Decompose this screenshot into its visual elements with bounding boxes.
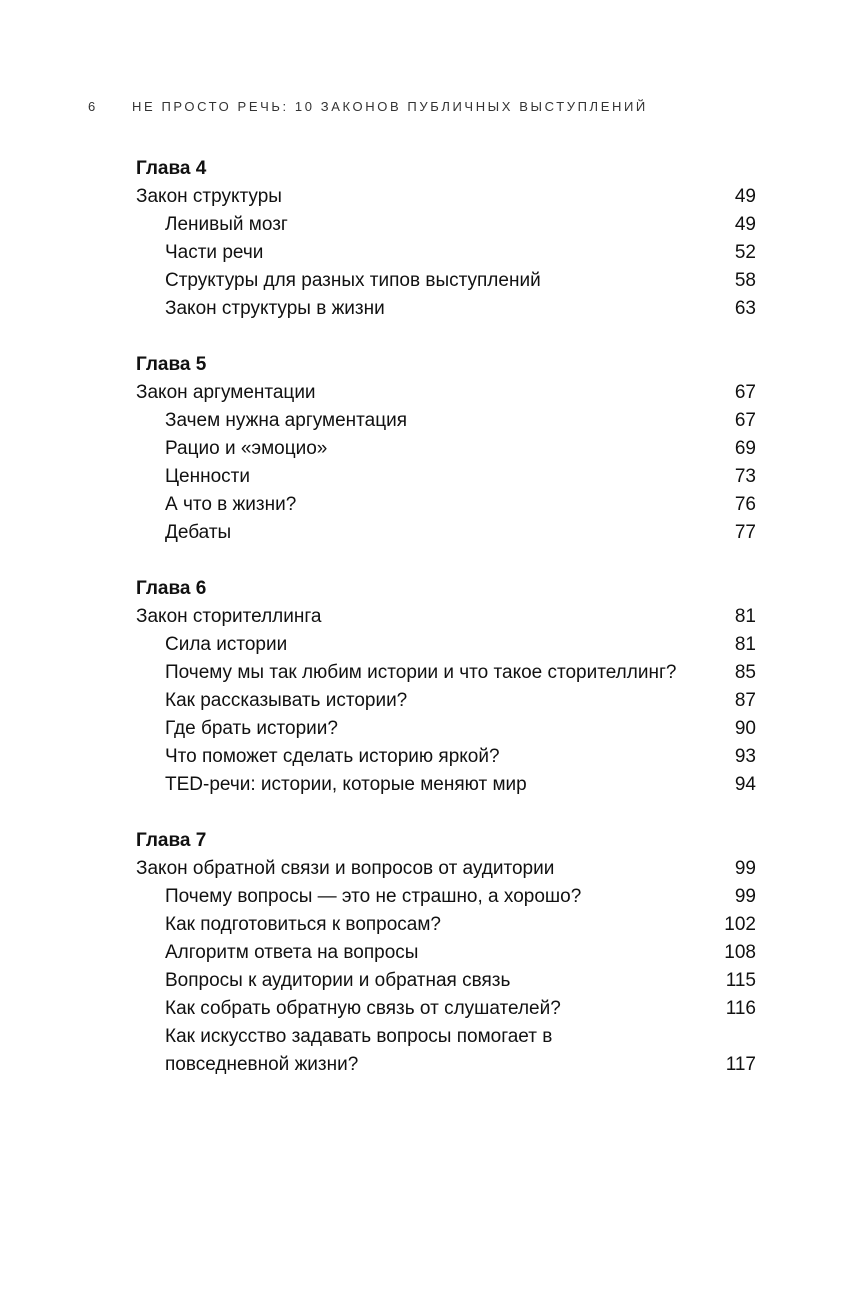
toc-entry-page: 90 xyxy=(734,718,756,739)
toc-law-entry[interactable] xyxy=(136,183,756,211)
toc-section-entry[interactable] xyxy=(136,407,756,435)
chapter-5 xyxy=(136,351,756,547)
toc-entry-page: 102 xyxy=(724,914,756,935)
toc-section-entry[interactable] xyxy=(136,715,756,743)
chapter-4 xyxy=(136,155,756,323)
toc-section-entry[interactable] xyxy=(136,239,756,267)
toc-entry-title: Почему мы так любим истории и что такое сторителлинг? xyxy=(165,662,677,683)
toc-entry-page: 63 xyxy=(734,298,756,319)
toc-section-entry[interactable] xyxy=(136,771,756,799)
chapter-heading: Глава 6 xyxy=(136,578,207,599)
toc-entry-page: 108 xyxy=(724,942,756,963)
toc-entry-page: 67 xyxy=(734,382,756,403)
toc-section-entry[interactable] xyxy=(136,435,756,463)
toc-section-entry[interactable] xyxy=(136,463,756,491)
toc-entry-page: 73 xyxy=(734,466,756,487)
toc-entry-title: Закон обратной связи и вопросов от аудитории xyxy=(136,858,555,879)
toc-section-entry[interactable] xyxy=(136,659,756,687)
toc-entry-page: 81 xyxy=(734,634,756,655)
page-number: 6 xyxy=(88,98,96,114)
toc-entry-page: 93 xyxy=(734,746,756,767)
toc-entry-page: 117 xyxy=(725,1054,756,1075)
toc-entry-title: Закон структуры в жизни xyxy=(165,298,385,319)
toc-section-entry[interactable] xyxy=(136,883,756,911)
toc-entry-page: 67 xyxy=(734,410,756,431)
toc-entry-page: 52 xyxy=(734,242,756,263)
toc-section-entry[interactable] xyxy=(136,911,756,939)
toc-entry-page: 94 xyxy=(734,774,756,795)
chapter-heading: Глава 5 xyxy=(136,354,207,375)
toc-entry-page: 85 xyxy=(734,662,756,683)
toc-entry-page: 99 xyxy=(734,858,756,879)
toc-section-entry[interactable] xyxy=(136,967,756,995)
toc-entry-title: Как рассказывать истории? xyxy=(165,690,408,711)
running-head xyxy=(88,96,648,116)
toc-entry-page: 69 xyxy=(734,438,756,459)
toc-entry-title: Алгоритм ответа на вопросы xyxy=(165,942,419,963)
toc-entry-title: Структуры для разных типов выступлений xyxy=(165,270,541,291)
toc-law-entry[interactable] xyxy=(136,379,756,407)
toc-entry-title: Как подготовиться к вопросам? xyxy=(165,914,442,935)
toc-entry-title: Как собрать обратную связь от слушателей? xyxy=(165,998,561,1019)
toc-section-entry[interactable] xyxy=(136,995,756,1023)
toc-entry-title: А что в жизни? xyxy=(165,494,297,515)
toc-entry-page: 58 xyxy=(734,270,756,291)
chapter-heading: Глава 7 xyxy=(136,830,207,851)
toc-section-entry[interactable] xyxy=(136,267,756,295)
toc-section-entry[interactable] xyxy=(136,491,756,519)
toc-entry-page: 49 xyxy=(734,214,756,235)
toc-entry-title: TED-речи: истории, которые меняют мир xyxy=(165,774,527,795)
toc-section-entry[interactable] xyxy=(136,519,756,547)
toc-section-entry[interactable] xyxy=(136,211,756,239)
toc-entry-page: 81 xyxy=(734,606,756,627)
toc-entry-page: 87 xyxy=(734,690,756,711)
toc-entry-page: 115 xyxy=(725,970,756,991)
toc-section-entry[interactable] xyxy=(136,1023,756,1079)
toc-entry-title: Почему вопросы — это не страшно, а хорошо? xyxy=(165,886,582,907)
toc-entry-page: 99 xyxy=(734,886,756,907)
toc-entry-title: Ленивый мозг xyxy=(165,214,288,235)
toc-law-entry[interactable] xyxy=(136,855,756,883)
book-title: НЕ ПРОСТО РЕЧЬ: 10 ЗАКОНОВ ПУБЛИЧНЫХ ВЫСТУПЛЕНИЙ xyxy=(132,98,648,114)
chapter-heading: Глава 4 xyxy=(136,158,207,179)
toc-section-entry[interactable] xyxy=(136,939,756,967)
toc-entry-title: Как искусство задавать вопросы помогает в повседневной жизни? xyxy=(165,1026,553,1075)
toc-entry-page: 116 xyxy=(725,998,756,1019)
table-of-contents xyxy=(136,155,756,1107)
toc-entry-title: Рацио и «эмоцио» xyxy=(165,438,328,459)
toc-entry-title: Зачем нужна аргументация xyxy=(165,410,407,431)
toc-entry-page: 49 xyxy=(734,186,756,207)
toc-entry-title: Где брать истории? xyxy=(165,718,338,739)
toc-entry-page: 77 xyxy=(734,522,756,543)
toc-entry-title: Дебаты xyxy=(165,522,232,543)
chapter-6 xyxy=(136,575,756,799)
toc-entry-title: Закон аргументации xyxy=(136,382,316,403)
toc-section-entry[interactable] xyxy=(136,631,756,659)
chapter-7 xyxy=(136,827,756,1079)
toc-entry-title: Закон сторителлинга xyxy=(136,606,322,627)
toc-entry-title: Сила истории xyxy=(165,634,288,655)
toc-law-entry[interactable] xyxy=(136,603,756,631)
toc-entry-title: Что поможет сделать историю яркой? xyxy=(165,746,500,767)
toc-entry-title: Части речи xyxy=(165,242,264,263)
toc-section-entry[interactable] xyxy=(136,743,756,771)
toc-entry-page: 76 xyxy=(734,494,756,515)
toc-entry-title: Ценности xyxy=(165,466,250,487)
toc-section-entry[interactable] xyxy=(136,687,756,715)
toc-entry-title: Вопросы к аудитории и обратная связь xyxy=(165,970,511,991)
toc-section-entry[interactable] xyxy=(136,295,756,323)
toc-entry-title: Закон структуры xyxy=(136,186,282,207)
